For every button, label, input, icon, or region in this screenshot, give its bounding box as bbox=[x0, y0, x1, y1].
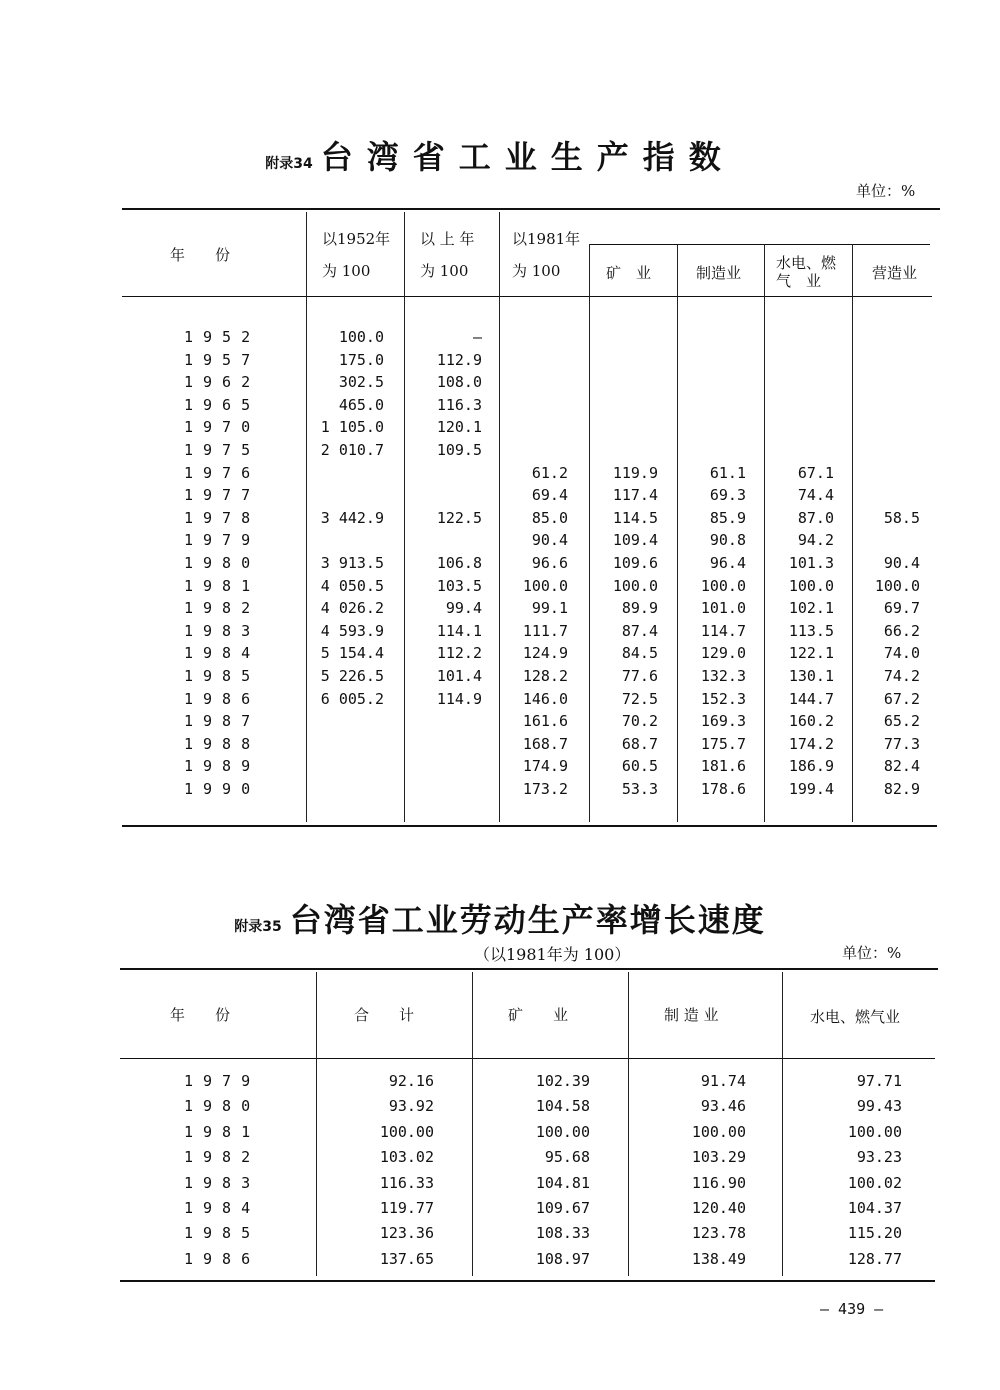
table35-year-cell: 1980 bbox=[184, 1097, 261, 1115]
table34-cons-cell: 65.2 bbox=[883, 712, 920, 730]
table35-total-cell: 116.33 bbox=[379, 1174, 434, 1192]
table34-mfg-cell: 61.1 bbox=[709, 464, 746, 482]
table34-b1981-cell: 168.7 bbox=[522, 735, 568, 753]
table34-mining-cell: 109.4 bbox=[612, 531, 658, 549]
table34-mfg-cell: 96.4 bbox=[709, 554, 746, 572]
table34-vline bbox=[677, 244, 678, 822]
table34-vline bbox=[499, 212, 500, 822]
table34-year-cell: 1975 bbox=[184, 441, 261, 459]
table35-total-cell: 103.02 bbox=[379, 1148, 434, 1166]
table34-vline bbox=[589, 244, 590, 822]
table35-header-year: 年 份 bbox=[170, 1006, 231, 1024]
table34-prev-cell: — bbox=[472, 328, 482, 346]
table34-b1952-cell: 4 593.9 bbox=[320, 622, 384, 640]
table35-mining-cell: 109.67 bbox=[535, 1199, 590, 1217]
table34-prev-cell: 120.1 bbox=[436, 418, 482, 436]
table34-cons-cell: 77.3 bbox=[883, 735, 920, 753]
table34-year-cell: 1986 bbox=[184, 690, 261, 708]
page-number: — 439 — bbox=[820, 1300, 884, 1318]
table35-mining-cell: 95.68 bbox=[544, 1148, 590, 1166]
table34-year-cell: 1952 bbox=[184, 328, 261, 346]
table34-year-cell: 1987 bbox=[184, 712, 261, 730]
table34-year-cell: 1988 bbox=[184, 735, 261, 753]
table35-unit: 单位：% bbox=[842, 944, 902, 962]
table34-b1952-cell: 5 226.5 bbox=[320, 667, 384, 685]
table34-title bbox=[0, 132, 1000, 178]
table34-mfg-cell: 178.6 bbox=[700, 780, 746, 798]
table34-prev-cell: 114.1 bbox=[436, 622, 482, 640]
table34-header-base1952-2: 为 100 bbox=[322, 262, 371, 280]
table34-util-cell: 113.5 bbox=[788, 622, 834, 640]
table34-b1981-cell: 128.2 bbox=[522, 667, 568, 685]
table34-util-cell: 199.4 bbox=[788, 780, 834, 798]
table34-vline bbox=[764, 244, 765, 822]
table34-year-cell: 1962 bbox=[184, 373, 261, 391]
table34-util-cell: 130.1 bbox=[788, 667, 834, 685]
table35-subtitle: （以1981年为 100） bbox=[474, 945, 631, 964]
table34-b1952-cell: 1 105.0 bbox=[320, 418, 384, 436]
table35-mining-cell: 108.97 bbox=[535, 1250, 590, 1268]
table35-total-cell: 100.00 bbox=[379, 1123, 434, 1141]
table35-year-cell: 1984 bbox=[184, 1199, 261, 1217]
table34-year-cell: 1978 bbox=[184, 509, 261, 527]
table34-util-cell: 186.9 bbox=[788, 757, 834, 775]
table34-b1952-cell: 465.0 bbox=[338, 396, 384, 414]
table35-util-cell: 99.43 bbox=[856, 1097, 902, 1115]
table34-b1981-cell: 100.0 bbox=[522, 577, 568, 595]
table34-util-cell: 87.0 bbox=[797, 509, 834, 527]
table35-year-cell: 1985 bbox=[184, 1224, 261, 1242]
table34-header-mining: 矿 业 bbox=[606, 264, 652, 282]
table34-mining-cell: 68.7 bbox=[621, 735, 658, 753]
table34-prev-cell: 112.9 bbox=[436, 351, 482, 369]
table34-top-rule bbox=[122, 208, 940, 210]
table34-cons-cell: 100.0 bbox=[874, 577, 920, 595]
table35-vline bbox=[782, 972, 783, 1276]
table34-vline bbox=[306, 212, 307, 822]
table34-unit: 单位：% bbox=[856, 182, 916, 200]
table34-mfg-cell: 181.6 bbox=[700, 757, 746, 775]
table34-cons-cell: 58.5 bbox=[883, 509, 920, 527]
table34-mfg-cell: 101.0 bbox=[700, 599, 746, 617]
table34-mfg-cell: 169.3 bbox=[700, 712, 746, 730]
table34-mining-cell: 114.5 bbox=[612, 509, 658, 527]
table34-vline bbox=[404, 212, 405, 822]
table34-header-prev-2: 为 100 bbox=[420, 262, 469, 280]
table34-b1981-cell: 69.4 bbox=[531, 486, 568, 504]
table34-prev-cell: 99.4 bbox=[445, 599, 482, 617]
table34-cons-cell: 74.2 bbox=[883, 667, 920, 685]
table34-cons-cell: 82.9 bbox=[883, 780, 920, 798]
table34-prev-cell: 109.5 bbox=[436, 441, 482, 459]
table35-mfg-cell: 91.74 bbox=[700, 1072, 746, 1090]
table34-mfg-cell: 152.3 bbox=[700, 690, 746, 708]
table35-util-cell: 100.00 bbox=[847, 1123, 902, 1141]
table35-mining-cell: 102.39 bbox=[535, 1072, 590, 1090]
table34-util-cell: 67.1 bbox=[797, 464, 834, 482]
table34-util-cell: 174.2 bbox=[788, 735, 834, 753]
table34-util-cell: 160.2 bbox=[788, 712, 834, 730]
table35-mining-cell: 100.00 bbox=[535, 1123, 590, 1141]
table35-label: 附录35 bbox=[234, 919, 282, 935]
table35-total-cell: 137.65 bbox=[379, 1250, 434, 1268]
table34-mining-cell: 60.5 bbox=[621, 757, 658, 775]
table34-header-manufacturing: 制造业 bbox=[696, 264, 742, 282]
table34-mining-cell: 84.5 bbox=[621, 644, 658, 662]
table34-cons-cell: 74.0 bbox=[883, 644, 920, 662]
table34-header-utilities-2: 气 业 bbox=[776, 272, 822, 290]
table34-mfg-cell: 69.3 bbox=[709, 486, 746, 504]
table35-year-cell: 1981 bbox=[184, 1123, 261, 1141]
table34-b1981-cell: 173.2 bbox=[522, 780, 568, 798]
table34-b1952-cell: 175.0 bbox=[338, 351, 384, 369]
table34-b1981-cell: 146.0 bbox=[522, 690, 568, 708]
table35-mfg-cell: 93.46 bbox=[700, 1097, 746, 1115]
table34-mfg-cell: 132.3 bbox=[700, 667, 746, 685]
table34-util-cell: 101.3 bbox=[788, 554, 834, 572]
table34-b1952-cell: 4 050.5 bbox=[320, 577, 384, 595]
table35-header-utilities: 水电、燃气业 bbox=[810, 1008, 901, 1026]
table35-year-cell: 1986 bbox=[184, 1250, 261, 1268]
table35-total-cell: 119.77 bbox=[379, 1199, 434, 1217]
table35-mfg-cell: 103.29 bbox=[691, 1148, 746, 1166]
table35-header-mining: 矿 业 bbox=[508, 1006, 569, 1024]
table34-mining-cell: 119.9 bbox=[612, 464, 658, 482]
table35-title-text: 台湾省工业劳动生产率增长速度 bbox=[289, 901, 766, 939]
table35-header-total: 合 计 bbox=[354, 1006, 415, 1024]
table34-mfg-cell: 175.7 bbox=[700, 735, 746, 753]
table35-util-cell: 93.23 bbox=[856, 1148, 902, 1166]
table34-mining-cell: 72.5 bbox=[621, 690, 658, 708]
table35-mfg-cell: 123.78 bbox=[691, 1224, 746, 1242]
table34-util-cell: 122.1 bbox=[788, 644, 834, 662]
table34-b1952-cell: 6 005.2 bbox=[320, 690, 384, 708]
table34-year-cell: 1970 bbox=[184, 418, 261, 436]
table34-year-cell: 1957 bbox=[184, 351, 261, 369]
table34-mining-cell: 109.6 bbox=[612, 554, 658, 572]
table34-year-cell: 1982 bbox=[184, 599, 261, 617]
table34-mining-cell: 117.4 bbox=[612, 486, 658, 504]
table34-cons-cell: 69.7 bbox=[883, 599, 920, 617]
table34-header-year: 年 份 bbox=[170, 246, 231, 264]
table34-mfg-cell: 100.0 bbox=[700, 577, 746, 595]
table35-vline bbox=[472, 972, 473, 1276]
table35-header-manufacturing: 制 造 业 bbox=[664, 1006, 719, 1024]
table34-header-utilities: 水电、燃 bbox=[776, 254, 837, 272]
table34-b1952-cell: 100.0 bbox=[338, 328, 384, 346]
table35-util-cell: 115.20 bbox=[847, 1224, 902, 1242]
table34-cons-cell: 90.4 bbox=[883, 554, 920, 572]
table34-year-cell: 1985 bbox=[184, 667, 261, 685]
table34-year-cell: 1980 bbox=[184, 554, 261, 572]
table35-year-cell: 1983 bbox=[184, 1174, 261, 1192]
table34-year-cell: 1979 bbox=[184, 531, 261, 549]
table34-b1952-cell: 2 010.7 bbox=[320, 441, 384, 459]
table34-year-cell: 1977 bbox=[184, 486, 261, 504]
table35-mining-cell: 104.58 bbox=[535, 1097, 590, 1115]
table34-header-construction: 营造业 bbox=[872, 264, 918, 282]
table34-mfg-cell: 90.8 bbox=[709, 531, 746, 549]
table35-mining-cell: 108.33 bbox=[535, 1224, 590, 1242]
table34-mining-cell: 87.4 bbox=[621, 622, 658, 640]
table35-title bbox=[0, 895, 1000, 941]
table34-mfg-cell: 114.7 bbox=[700, 622, 746, 640]
table35-year-cell: 1982 bbox=[184, 1148, 261, 1166]
table35-mfg-cell: 100.00 bbox=[691, 1123, 746, 1141]
table34-header-base1952: 以1952年 bbox=[322, 230, 391, 248]
table34-b1981-cell: 111.7 bbox=[522, 622, 568, 640]
table34-b1981-cell: 96.6 bbox=[531, 554, 568, 572]
table34-year-cell: 1984 bbox=[184, 644, 261, 662]
table35-total-cell: 93.92 bbox=[388, 1097, 434, 1115]
table34-mining-cell: 100.0 bbox=[612, 577, 658, 595]
table34-header-rule bbox=[122, 296, 932, 297]
table34-prev-cell: 108.0 bbox=[436, 373, 482, 391]
table35-top-rule bbox=[120, 968, 938, 970]
table34-util-cell: 100.0 bbox=[788, 577, 834, 595]
table35-vline bbox=[316, 972, 317, 1276]
table34-prev-cell: 112.2 bbox=[436, 644, 482, 662]
table35-mfg-cell: 116.90 bbox=[691, 1174, 746, 1192]
table34-subheader-rule bbox=[590, 244, 930, 245]
table34-year-cell: 1976 bbox=[184, 464, 261, 482]
table35-util-cell: 100.02 bbox=[847, 1174, 902, 1192]
table34-bottom-rule bbox=[122, 825, 937, 827]
table35-bottom-rule bbox=[120, 1280, 935, 1282]
table34-header-base1981-2: 为 100 bbox=[512, 262, 561, 280]
table34-prev-cell: 101.4 bbox=[436, 667, 482, 685]
table34-year-cell: 1990 bbox=[184, 780, 261, 798]
table34-mining-cell: 89.9 bbox=[621, 599, 658, 617]
table34-b1981-cell: 174.9 bbox=[522, 757, 568, 775]
table34-prev-cell: 106.8 bbox=[436, 554, 482, 572]
table35-mfg-cell: 120.40 bbox=[691, 1199, 746, 1217]
table34-prev-cell: 122.5 bbox=[436, 509, 482, 527]
table34-mining-cell: 53.3 bbox=[621, 780, 658, 798]
table34-b1952-cell: 3 913.5 bbox=[320, 554, 384, 572]
table35-util-cell: 104.37 bbox=[847, 1199, 902, 1217]
table34-util-cell: 74.4 bbox=[797, 486, 834, 504]
table34-title-text: 台湾省工业生产指数 bbox=[320, 138, 735, 176]
table34-b1952-cell: 5 154.4 bbox=[320, 644, 384, 662]
table35-total-cell: 123.36 bbox=[379, 1224, 434, 1242]
table34-label: 附录34 bbox=[265, 156, 313, 172]
table34-b1981-cell: 124.9 bbox=[522, 644, 568, 662]
table35-mfg-cell: 138.49 bbox=[691, 1250, 746, 1268]
table35-vline bbox=[628, 972, 629, 1276]
table34-cons-cell: 82.4 bbox=[883, 757, 920, 775]
table34-year-cell: 1989 bbox=[184, 757, 261, 775]
table34-cons-cell: 67.2 bbox=[883, 690, 920, 708]
table34-util-cell: 144.7 bbox=[788, 690, 834, 708]
table34-header-prev: 以 上 年 bbox=[420, 230, 475, 248]
table34-util-cell: 94.2 bbox=[797, 531, 834, 549]
table35-header-rule bbox=[120, 1058, 935, 1059]
table34-b1981-cell: 85.0 bbox=[531, 509, 568, 527]
table34-mining-cell: 77.6 bbox=[621, 667, 658, 685]
table34-b1981-cell: 99.1 bbox=[531, 599, 568, 617]
table35-util-cell: 128.77 bbox=[847, 1250, 902, 1268]
table34-b1952-cell: 302.5 bbox=[338, 373, 384, 391]
table34-prev-cell: 103.5 bbox=[436, 577, 482, 595]
table34-mfg-cell: 85.9 bbox=[709, 509, 746, 527]
table34-b1952-cell: 4 026.2 bbox=[320, 599, 384, 617]
table34-util-cell: 102.1 bbox=[788, 599, 834, 617]
table34-b1981-cell: 61.2 bbox=[531, 464, 568, 482]
table34-prev-cell: 114.9 bbox=[436, 690, 482, 708]
table34-year-cell: 1981 bbox=[184, 577, 261, 595]
table34-year-cell: 1983 bbox=[184, 622, 261, 640]
table34-prev-cell: 116.3 bbox=[436, 396, 482, 414]
table34-mining-cell: 70.2 bbox=[621, 712, 658, 730]
table35-year-cell: 1979 bbox=[184, 1072, 261, 1090]
table34-b1952-cell: 3 442.9 bbox=[320, 509, 384, 527]
table35-mining-cell: 104.81 bbox=[535, 1174, 590, 1192]
table34-b1981-cell: 90.4 bbox=[531, 531, 568, 549]
table34-year-cell: 1965 bbox=[184, 396, 261, 414]
table34-vline bbox=[852, 244, 853, 822]
table34-header-base1981: 以1981年 bbox=[512, 230, 581, 248]
table34-b1981-cell: 161.6 bbox=[522, 712, 568, 730]
table34-cons-cell: 66.2 bbox=[883, 622, 920, 640]
table34-mfg-cell: 129.0 bbox=[700, 644, 746, 662]
table35-util-cell: 97.71 bbox=[856, 1072, 902, 1090]
table35-total-cell: 92.16 bbox=[388, 1072, 434, 1090]
